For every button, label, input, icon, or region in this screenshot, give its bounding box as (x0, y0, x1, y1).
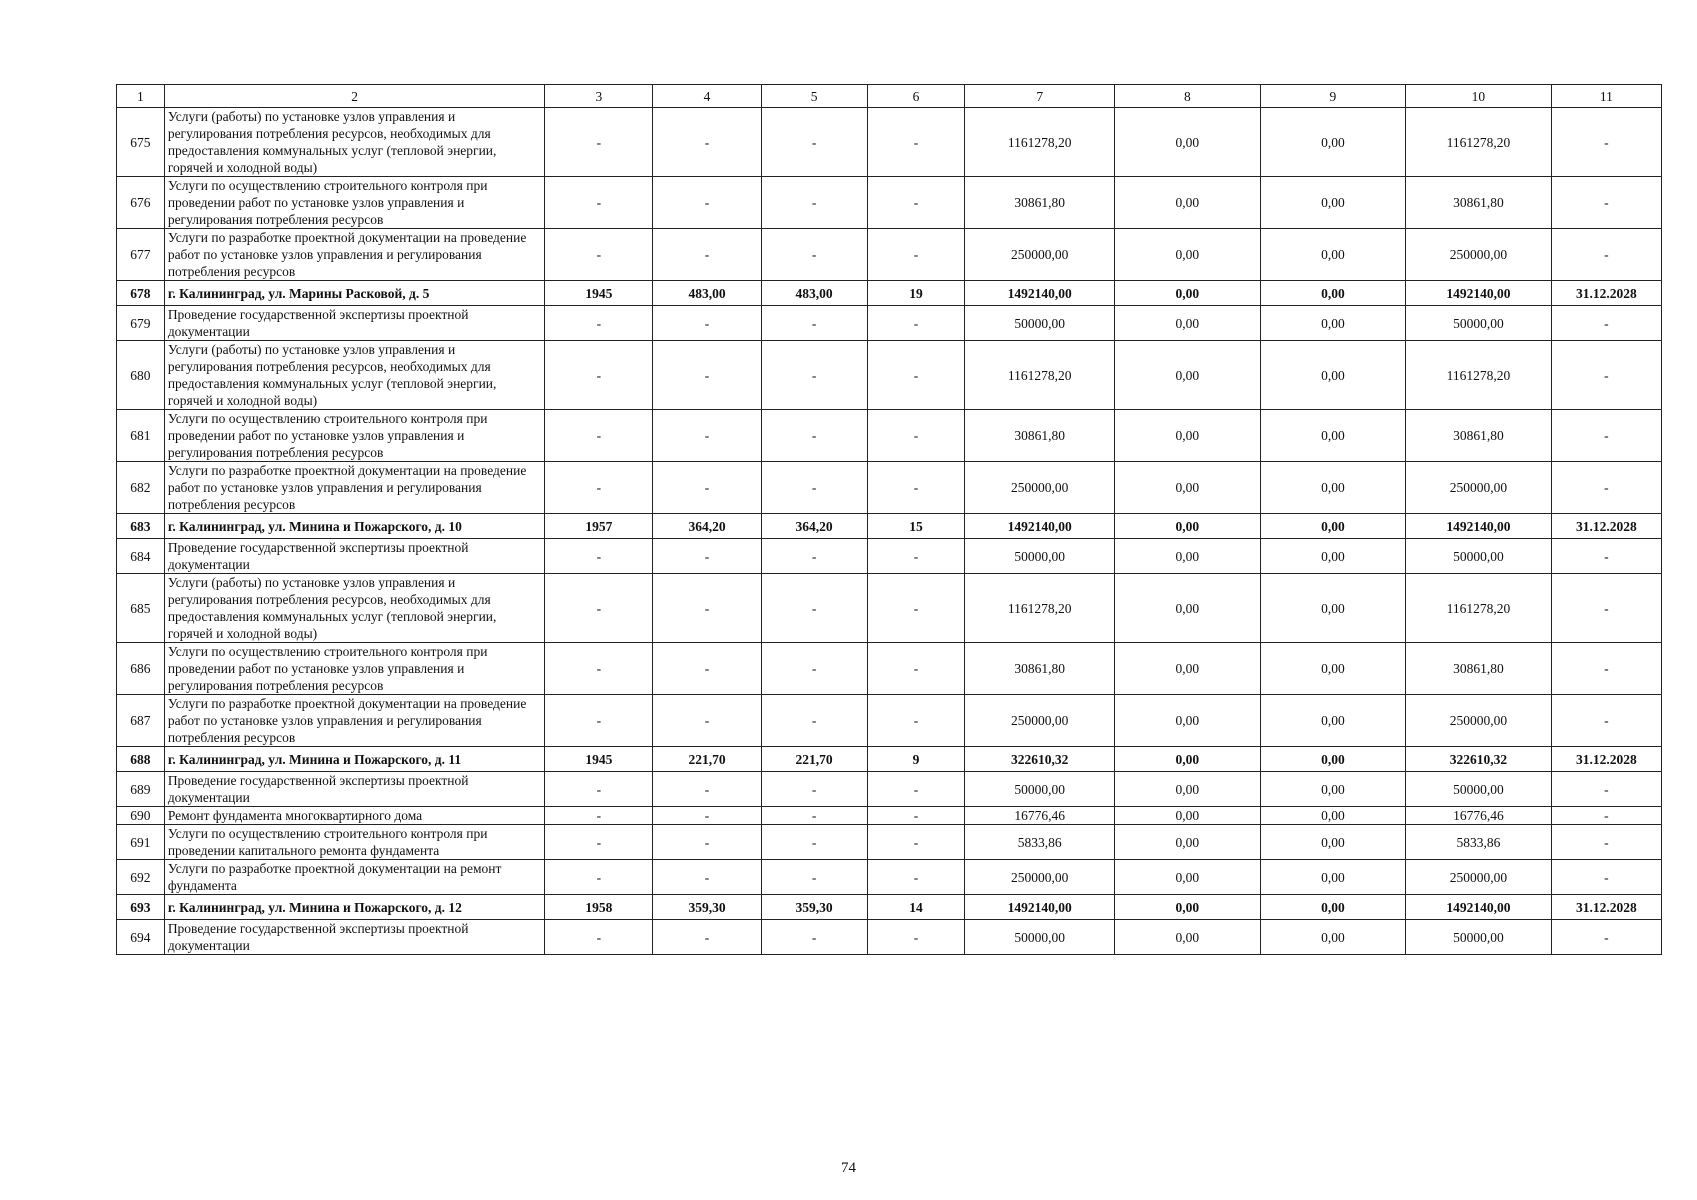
column-number-9: 9 (1260, 85, 1406, 108)
residents-cell: 15 (867, 514, 965, 539)
deadline-cell: - (1551, 229, 1661, 281)
service-row (117, 772, 1662, 807)
deadline-cell: - (1551, 695, 1661, 747)
column-number-3: 3 (545, 85, 653, 108)
residents-cell: - (867, 807, 965, 825)
description-cell: г. Калининград, ул. Минина и Пожарского, д. 12 (164, 895, 545, 920)
column-number-6: 6 (867, 85, 965, 108)
area-total-cell: - (653, 462, 761, 514)
year-cell: - (545, 108, 653, 177)
residents-cell: - (867, 695, 965, 747)
area-total-cell: - (653, 341, 761, 410)
deadline-cell: - (1551, 643, 1661, 695)
year-cell: - (545, 341, 653, 410)
deadline-cell: - (1551, 920, 1661, 955)
area-total-cell: - (653, 860, 761, 895)
deadline-cell: 31.12.2028 (1551, 895, 1661, 920)
deadline-cell: 31.12.2028 (1551, 514, 1661, 539)
deadline-cell: - (1551, 341, 1661, 410)
fund-cell: 0,00 (1115, 341, 1261, 410)
fund-cell: 0,00 (1115, 539, 1261, 574)
budget-cell: 0,00 (1260, 108, 1406, 177)
column-number-5: 5 (761, 85, 867, 108)
area-total-cell: 483,00 (653, 281, 761, 306)
budget-cell: 0,00 (1260, 772, 1406, 807)
address-row (117, 895, 1662, 920)
area-total-cell: - (653, 410, 761, 462)
row-number-cell: 677 (117, 229, 165, 281)
service-row (117, 462, 1662, 514)
service-row (117, 229, 1662, 281)
deadline-cell: - (1551, 807, 1661, 825)
column-number-7: 7 (965, 85, 1115, 108)
residents-cell: - (867, 462, 965, 514)
description-cell: Услуги по осуществлению строительного контроля при проведении работ по установке узлов управления и регулирования потребления ресурсов (164, 177, 545, 229)
row-number-cell: 687 (117, 695, 165, 747)
row-number-cell: 694 (117, 920, 165, 955)
owners-cost-cell: 250000,00 (1406, 462, 1552, 514)
table-body (117, 85, 1662, 955)
page-number: 74 (841, 1160, 856, 1176)
service-row (117, 410, 1662, 462)
description-cell: Услуги по осуществлению строительного контроля при проведении капитального ремонта фундамента (164, 825, 545, 860)
year-cell: 1958 (545, 895, 653, 920)
residents-cell: - (867, 410, 965, 462)
row-number-cell: 682 (117, 462, 165, 514)
deadline-cell: - (1551, 306, 1661, 341)
service-row (117, 695, 1662, 747)
fund-cell: 0,00 (1115, 747, 1261, 772)
owners-cost-cell: 50000,00 (1406, 539, 1552, 574)
row-number-cell: 693 (117, 895, 165, 920)
total-cost-cell: 30861,80 (965, 410, 1115, 462)
area-living-cell: - (761, 695, 867, 747)
budget-cell: 0,00 (1260, 895, 1406, 920)
owners-cost-cell: 50000,00 (1406, 772, 1552, 807)
service-row (117, 539, 1662, 574)
year-cell: - (545, 574, 653, 643)
service-row (117, 177, 1662, 229)
owners-cost-cell: 5833,86 (1406, 825, 1552, 860)
budget-cell: 0,00 (1260, 177, 1406, 229)
budget-cell: 0,00 (1260, 281, 1406, 306)
area-living-cell: - (761, 772, 867, 807)
service-row (117, 574, 1662, 643)
budget-cell: 0,00 (1260, 695, 1406, 747)
fund-cell: 0,00 (1115, 643, 1261, 695)
address-row (117, 281, 1662, 306)
total-cost-cell: 1161278,20 (965, 108, 1115, 177)
residents-cell: - (867, 920, 965, 955)
area-total-cell: - (653, 108, 761, 177)
budget-cell: 0,00 (1260, 574, 1406, 643)
column-number-11: 11 (1551, 85, 1661, 108)
owners-cost-cell: 50000,00 (1406, 920, 1552, 955)
budget-cell: 0,00 (1260, 410, 1406, 462)
deadline-cell: - (1551, 539, 1661, 574)
year-cell: - (545, 306, 653, 341)
residents-cell: - (867, 825, 965, 860)
fund-cell: 0,00 (1115, 695, 1261, 747)
area-living-cell: - (761, 462, 867, 514)
residents-cell: 14 (867, 895, 965, 920)
total-cost-cell: 250000,00 (965, 860, 1115, 895)
year-cell: - (545, 229, 653, 281)
description-cell: Услуги по разработке проектной документации на проведение работ по установке узлов управления и регулирования потребления ресурсов (164, 229, 545, 281)
owners-cost-cell: 1492140,00 (1406, 514, 1552, 539)
total-cost-cell: 50000,00 (965, 306, 1115, 341)
area-living-cell: - (761, 643, 867, 695)
budget-cell: 0,00 (1260, 860, 1406, 895)
year-cell: - (545, 177, 653, 229)
address-row (117, 514, 1662, 539)
total-cost-cell: 1492140,00 (965, 514, 1115, 539)
description-cell: Услуги (работы) по установке узлов управления и регулирования потребления ресурсов, необходимых для предоставления коммунальных услуг (тепловой энергии, горячей и холодной воды) (164, 574, 545, 643)
budget-cell: 0,00 (1260, 462, 1406, 514)
column-number-2: 2 (164, 85, 545, 108)
budget-cell: 0,00 (1260, 807, 1406, 825)
row-number-cell: 675 (117, 108, 165, 177)
residents-cell: - (867, 108, 965, 177)
owners-cost-cell: 1161278,20 (1406, 108, 1552, 177)
area-total-cell: - (653, 695, 761, 747)
service-row (117, 643, 1662, 695)
deadline-cell: - (1551, 860, 1661, 895)
row-number-cell: 690 (117, 807, 165, 825)
service-row (117, 108, 1662, 177)
deadline-cell: - (1551, 108, 1661, 177)
year-cell: - (545, 462, 653, 514)
area-living-cell: - (761, 108, 867, 177)
area-living-cell: - (761, 341, 867, 410)
row-number-cell: 689 (117, 772, 165, 807)
deadline-cell: - (1551, 825, 1661, 860)
area-living-cell: - (761, 410, 867, 462)
fund-cell: 0,00 (1115, 229, 1261, 281)
year-cell: - (545, 539, 653, 574)
row-number-cell: 685 (117, 574, 165, 643)
owners-cost-cell: 1492140,00 (1406, 281, 1552, 306)
service-row (117, 860, 1662, 895)
fund-cell: 0,00 (1115, 825, 1261, 860)
area-total-cell: - (653, 920, 761, 955)
year-cell: - (545, 920, 653, 955)
area-living-cell: 364,20 (761, 514, 867, 539)
area-total-cell: 364,20 (653, 514, 761, 539)
total-cost-cell: 1161278,20 (965, 574, 1115, 643)
budget-cell: 0,00 (1260, 747, 1406, 772)
year-cell: - (545, 643, 653, 695)
area-living-cell: - (761, 229, 867, 281)
area-total-cell: - (653, 807, 761, 825)
residents-cell: - (867, 574, 965, 643)
area-total-cell: - (653, 574, 761, 643)
column-number-4: 4 (653, 85, 761, 108)
row-number-cell: 680 (117, 341, 165, 410)
total-cost-cell: 250000,00 (965, 462, 1115, 514)
deadline-cell: - (1551, 574, 1661, 643)
description-cell: Услуги по разработке проектной документации на проведение работ по установке узлов управления и регулирования потребления ресурсов (164, 695, 545, 747)
budget-cell: 0,00 (1260, 514, 1406, 539)
description-cell: Услуги по осуществлению строительного контроля при проведении работ по установке узлов управления и регулирования потребления ресурсов (164, 410, 545, 462)
fund-cell: 0,00 (1115, 807, 1261, 825)
area-living-cell: - (761, 825, 867, 860)
owners-cost-cell: 250000,00 (1406, 695, 1552, 747)
description-cell: Ремонт фундамента многоквартирного дома (164, 807, 545, 825)
owners-cost-cell: 16776,46 (1406, 807, 1552, 825)
owners-cost-cell: 30861,80 (1406, 177, 1552, 229)
area-total-cell: - (653, 772, 761, 807)
area-living-cell: - (761, 860, 867, 895)
total-cost-cell: 50000,00 (965, 920, 1115, 955)
fund-cell: 0,00 (1115, 177, 1261, 229)
total-cost-cell: 1492140,00 (965, 281, 1115, 306)
area-total-cell: 359,30 (653, 895, 761, 920)
service-row (117, 341, 1662, 410)
residents-cell: - (867, 306, 965, 341)
area-total-cell: - (653, 229, 761, 281)
area-total-cell: - (653, 539, 761, 574)
area-living-cell: 221,70 (761, 747, 867, 772)
deadline-cell: - (1551, 462, 1661, 514)
deadline-cell: 31.12.2028 (1551, 281, 1661, 306)
total-cost-cell: 250000,00 (965, 229, 1115, 281)
owners-cost-cell: 30861,80 (1406, 643, 1552, 695)
owners-cost-cell: 1161278,20 (1406, 341, 1552, 410)
residents-cell: 9 (867, 747, 965, 772)
area-total-cell: - (653, 306, 761, 341)
year-cell: 1945 (545, 747, 653, 772)
owners-cost-cell: 1161278,20 (1406, 574, 1552, 643)
deadline-cell: - (1551, 410, 1661, 462)
total-cost-cell: 50000,00 (965, 772, 1115, 807)
year-cell: - (545, 825, 653, 860)
year-cell: - (545, 772, 653, 807)
service-row (117, 807, 1662, 825)
description-cell: г. Калининград, ул. Марины Расковой, д. 5 (164, 281, 545, 306)
fund-cell: 0,00 (1115, 281, 1261, 306)
residents-cell: 19 (867, 281, 965, 306)
area-living-cell: - (761, 539, 867, 574)
budget-cell: 0,00 (1260, 920, 1406, 955)
row-number-cell: 684 (117, 539, 165, 574)
service-row (117, 920, 1662, 955)
budget-cell: 0,00 (1260, 539, 1406, 574)
year-cell: - (545, 860, 653, 895)
year-cell: 1957 (545, 514, 653, 539)
area-living-cell: - (761, 306, 867, 341)
row-number-cell: 681 (117, 410, 165, 462)
service-row (117, 306, 1662, 341)
budget-cell: 0,00 (1260, 306, 1406, 341)
area-total-cell: - (653, 825, 761, 860)
description-cell: Проведение государственной экспертизы проектной документации (164, 539, 545, 574)
total-cost-cell: 1161278,20 (965, 341, 1115, 410)
column-number-8: 8 (1115, 85, 1261, 108)
area-total-cell: - (653, 177, 761, 229)
deadline-cell: - (1551, 772, 1661, 807)
description-cell: г. Калининград, ул. Минина и Пожарского, д. 10 (164, 514, 545, 539)
description-cell: Услуги (работы) по установке узлов управления и регулирования потребления ресурсов, необходимых для предоставления коммунальных услуг (тепловой энергии, горячей и холодной воды) (164, 108, 545, 177)
owners-cost-cell: 250000,00 (1406, 860, 1552, 895)
area-living-cell: - (761, 807, 867, 825)
fund-cell: 0,00 (1115, 860, 1261, 895)
description-cell: Услуги по осуществлению строительного контроля при проведении работ по установке узлов управления и регулирования потребления ресурсов (164, 643, 545, 695)
total-cost-cell: 250000,00 (965, 695, 1115, 747)
description-cell: Услуги (работы) по установке узлов управления и регулирования потребления ресурсов, необходимых для предоставления коммунальных услуг (тепловой энергии, горячей и холодной воды) (164, 341, 545, 410)
area-living-cell: 359,30 (761, 895, 867, 920)
area-total-cell: 221,70 (653, 747, 761, 772)
fund-cell: 0,00 (1115, 895, 1261, 920)
column-number-1: 1 (117, 85, 165, 108)
area-total-cell: - (653, 643, 761, 695)
column-number-header-row (117, 85, 1662, 108)
total-cost-cell: 30861,80 (965, 643, 1115, 695)
area-living-cell: - (761, 574, 867, 643)
fund-cell: 0,00 (1115, 306, 1261, 341)
total-cost-cell: 1492140,00 (965, 895, 1115, 920)
description-cell: Услуги по разработке проектной документации на ремонт фундамента (164, 860, 545, 895)
row-number-cell: 683 (117, 514, 165, 539)
row-number-cell: 692 (117, 860, 165, 895)
fund-cell: 0,00 (1115, 410, 1261, 462)
description-cell: Услуги по разработке проектной документации на проведение работ по установке узлов управления и регулирования потребления ресурсов (164, 462, 545, 514)
budget-cell: 0,00 (1260, 643, 1406, 695)
residents-cell: - (867, 229, 965, 281)
total-cost-cell: 50000,00 (965, 539, 1115, 574)
residents-cell: - (867, 177, 965, 229)
row-number-cell: 676 (117, 177, 165, 229)
service-row (117, 825, 1662, 860)
year-cell: - (545, 695, 653, 747)
area-living-cell: 483,00 (761, 281, 867, 306)
year-cell: - (545, 807, 653, 825)
budget-cell: 0,00 (1260, 229, 1406, 281)
owners-cost-cell: 1492140,00 (1406, 895, 1552, 920)
area-living-cell: - (761, 177, 867, 229)
residents-cell: - (867, 860, 965, 895)
total-cost-cell: 5833,86 (965, 825, 1115, 860)
fund-cell: 0,00 (1115, 574, 1261, 643)
description-cell: Проведение государственной экспертизы проектной документации (164, 772, 545, 807)
residents-cell: - (867, 539, 965, 574)
owners-cost-cell: 50000,00 (1406, 306, 1552, 341)
owners-cost-cell: 250000,00 (1406, 229, 1552, 281)
address-row (117, 747, 1662, 772)
row-number-cell: 686 (117, 643, 165, 695)
budget-cell: 0,00 (1260, 825, 1406, 860)
residents-cell: - (867, 341, 965, 410)
row-number-cell: 691 (117, 825, 165, 860)
fund-cell: 0,00 (1115, 108, 1261, 177)
owners-cost-cell: 30861,80 (1406, 410, 1552, 462)
total-cost-cell: 16776,46 (965, 807, 1115, 825)
deadline-cell: 31.12.2028 (1551, 747, 1661, 772)
description-cell: Проведение государственной экспертизы проектной документации (164, 306, 545, 341)
residents-cell: - (867, 643, 965, 695)
fund-cell: 0,00 (1115, 462, 1261, 514)
row-number-cell: 688 (117, 747, 165, 772)
total-cost-cell: 30861,80 (965, 177, 1115, 229)
fund-cell: 0,00 (1115, 920, 1261, 955)
area-living-cell: - (761, 920, 867, 955)
fund-cell: 0,00 (1115, 514, 1261, 539)
year-cell: - (545, 410, 653, 462)
description-cell: г. Калининград, ул. Минина и Пожарского, д. 11 (164, 747, 545, 772)
row-number-cell: 678 (117, 281, 165, 306)
deadline-cell: - (1551, 177, 1661, 229)
document-sheet (116, 84, 1662, 955)
description-cell: Проведение государственной экспертизы проектной документации (164, 920, 545, 955)
row-number-cell: 679 (117, 306, 165, 341)
fund-cell: 0,00 (1115, 772, 1261, 807)
total-cost-cell: 322610,32 (965, 747, 1115, 772)
residents-cell: - (867, 772, 965, 807)
capital-repair-table (116, 84, 1662, 955)
budget-cell: 0,00 (1260, 341, 1406, 410)
owners-cost-cell: 322610,32 (1406, 747, 1552, 772)
year-cell: 1945 (545, 281, 653, 306)
column-number-10: 10 (1406, 85, 1552, 108)
